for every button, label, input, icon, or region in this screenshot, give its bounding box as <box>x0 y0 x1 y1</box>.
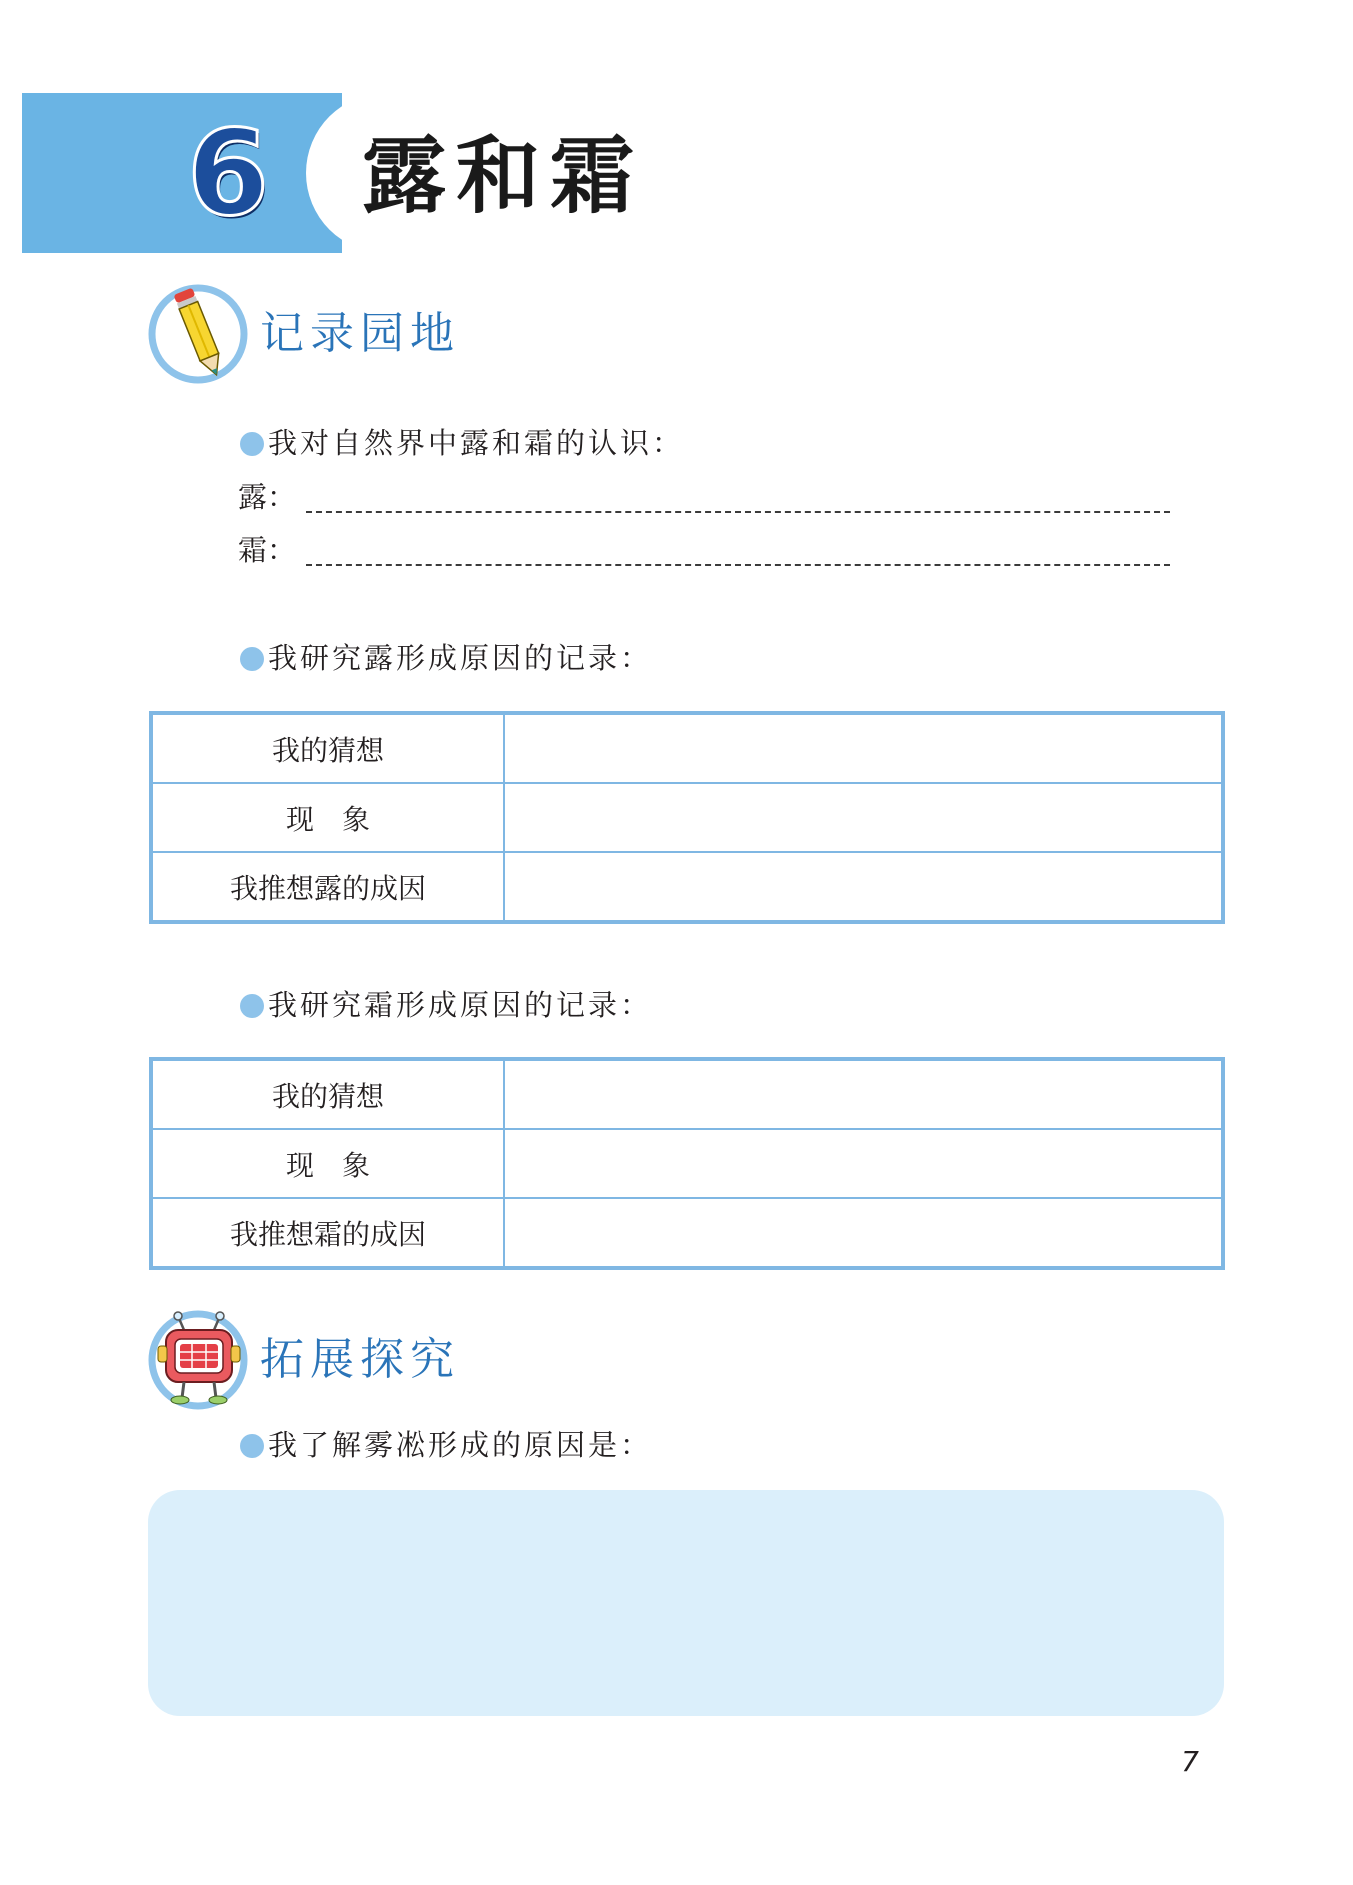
prompt-knowledge <box>240 423 684 463</box>
fill-line-frost[interactable] <box>306 564 1170 566</box>
frost-cause-label: 我推想霜的成因 <box>151 1198 504 1268</box>
tv-robot-icon <box>148 1308 252 1412</box>
page-number: 7 <box>1181 1745 1199 1778</box>
rime-answer-box[interactable] <box>148 1490 1224 1716</box>
bullet-dot-icon <box>240 994 264 1018</box>
frost-record-table <box>149 1057 1225 1270</box>
fill-label-frost: 霜： <box>238 533 297 567</box>
dew-guess-cell[interactable] <box>504 713 1223 783</box>
fill-label-dew: 露： <box>238 480 297 514</box>
table-row <box>151 713 1223 783</box>
dew-record-table <box>149 711 1225 924</box>
prompt-dew-record-text: 我研究露形成原因的记录： <box>268 641 653 675</box>
frost-guess-cell[interactable] <box>504 1059 1223 1129</box>
section-header-explore <box>148 1308 568 1412</box>
bullet-dot-icon <box>240 1434 264 1458</box>
dew-phenomenon-cell[interactable] <box>504 783 1223 852</box>
prompt-rime <box>240 1425 652 1465</box>
table-row <box>151 1129 1223 1198</box>
prompt-frost-record-text: 我研究霜形成原因的记录： <box>268 988 653 1022</box>
table-row <box>151 852 1223 922</box>
frost-phenomenon-label: 现 象 <box>151 1129 504 1198</box>
table-row <box>151 1198 1223 1268</box>
table-row <box>151 1059 1223 1129</box>
bullet-dot-icon <box>240 432 264 456</box>
frost-cause-cell[interactable] <box>504 1198 1223 1268</box>
dew-cause-label: 我推想露的成因 <box>151 852 504 922</box>
dew-phenomenon-label: 现 象 <box>151 783 504 852</box>
bullet-dot-icon <box>240 647 264 671</box>
chapter-title: 露和霜 <box>362 126 645 225</box>
prompt-rime-text: 我了解雾凇形成的原因是： <box>268 1428 653 1462</box>
section-header-record <box>148 282 568 386</box>
prompt-dew-record <box>240 638 652 678</box>
section-title-explore: 拓展探究 <box>260 1334 460 1385</box>
chapter-number: 6 <box>186 104 270 242</box>
frost-guess-label: 我的猜想 <box>151 1059 504 1129</box>
fill-row-frost <box>238 528 1178 572</box>
pencil-icon <box>148 282 252 386</box>
table-row <box>151 783 1223 852</box>
dew-guess-label: 我的猜想 <box>151 713 504 783</box>
fill-line-dew[interactable] <box>306 511 1170 513</box>
fill-row-dew <box>238 475 1178 519</box>
section-title-record: 记录园地 <box>260 308 460 359</box>
frost-phenomenon-cell[interactable] <box>504 1129 1223 1198</box>
prompt-frost-record <box>240 985 652 1025</box>
prompt-knowledge-text: 我对自然界中露和霜的认识： <box>268 426 685 460</box>
dew-cause-cell[interactable] <box>504 852 1223 922</box>
